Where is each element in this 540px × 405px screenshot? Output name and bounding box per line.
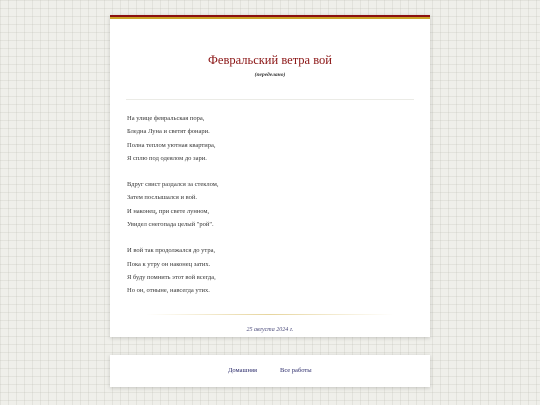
poem-title: Февральский ветра вой xyxy=(208,53,332,67)
stanza-3 xyxy=(127,244,417,297)
all-works-link[interactable]: Все работы xyxy=(280,367,312,374)
poem-date: 25 августа 2024 г. xyxy=(246,327,294,333)
poem-line: Увидел снегопада целый "рой". xyxy=(127,221,214,229)
poem-line: На улице февральская пора, xyxy=(127,115,205,122)
poem-card xyxy=(110,15,430,337)
poem-line: И вой так продолжался до утра, xyxy=(127,247,216,255)
poem-line: Я сплю под одеялом до зари. xyxy=(127,154,207,162)
poem-line: Вдруг свист раздался за стеклом, xyxy=(127,181,219,189)
card-top-stripe xyxy=(110,15,430,19)
poem-line: Полна теплом уютная квартира, xyxy=(127,141,216,149)
footer-nav xyxy=(110,355,430,387)
poem-line: И наконец, при свете лунном, xyxy=(127,207,210,215)
title-divider xyxy=(126,99,414,100)
home-link[interactable]: Домашняя xyxy=(228,367,257,374)
stanza-2 xyxy=(127,178,417,231)
poem-line: Затем послышался и вой. xyxy=(127,194,197,202)
stanza-1 xyxy=(127,112,417,165)
poem-line: Но он, отныне, навсегда утих. xyxy=(127,287,210,295)
poem-line: Я буду помнить этот вой всегда, xyxy=(127,273,216,281)
poem-subtitle: (переделано) xyxy=(254,72,286,78)
poem-line: Бледна Луна и светят фонари. xyxy=(127,128,210,136)
poem-body xyxy=(127,112,417,311)
poem-line: Пока к утру он наконец затих. xyxy=(127,260,211,268)
date-divider xyxy=(146,314,394,315)
